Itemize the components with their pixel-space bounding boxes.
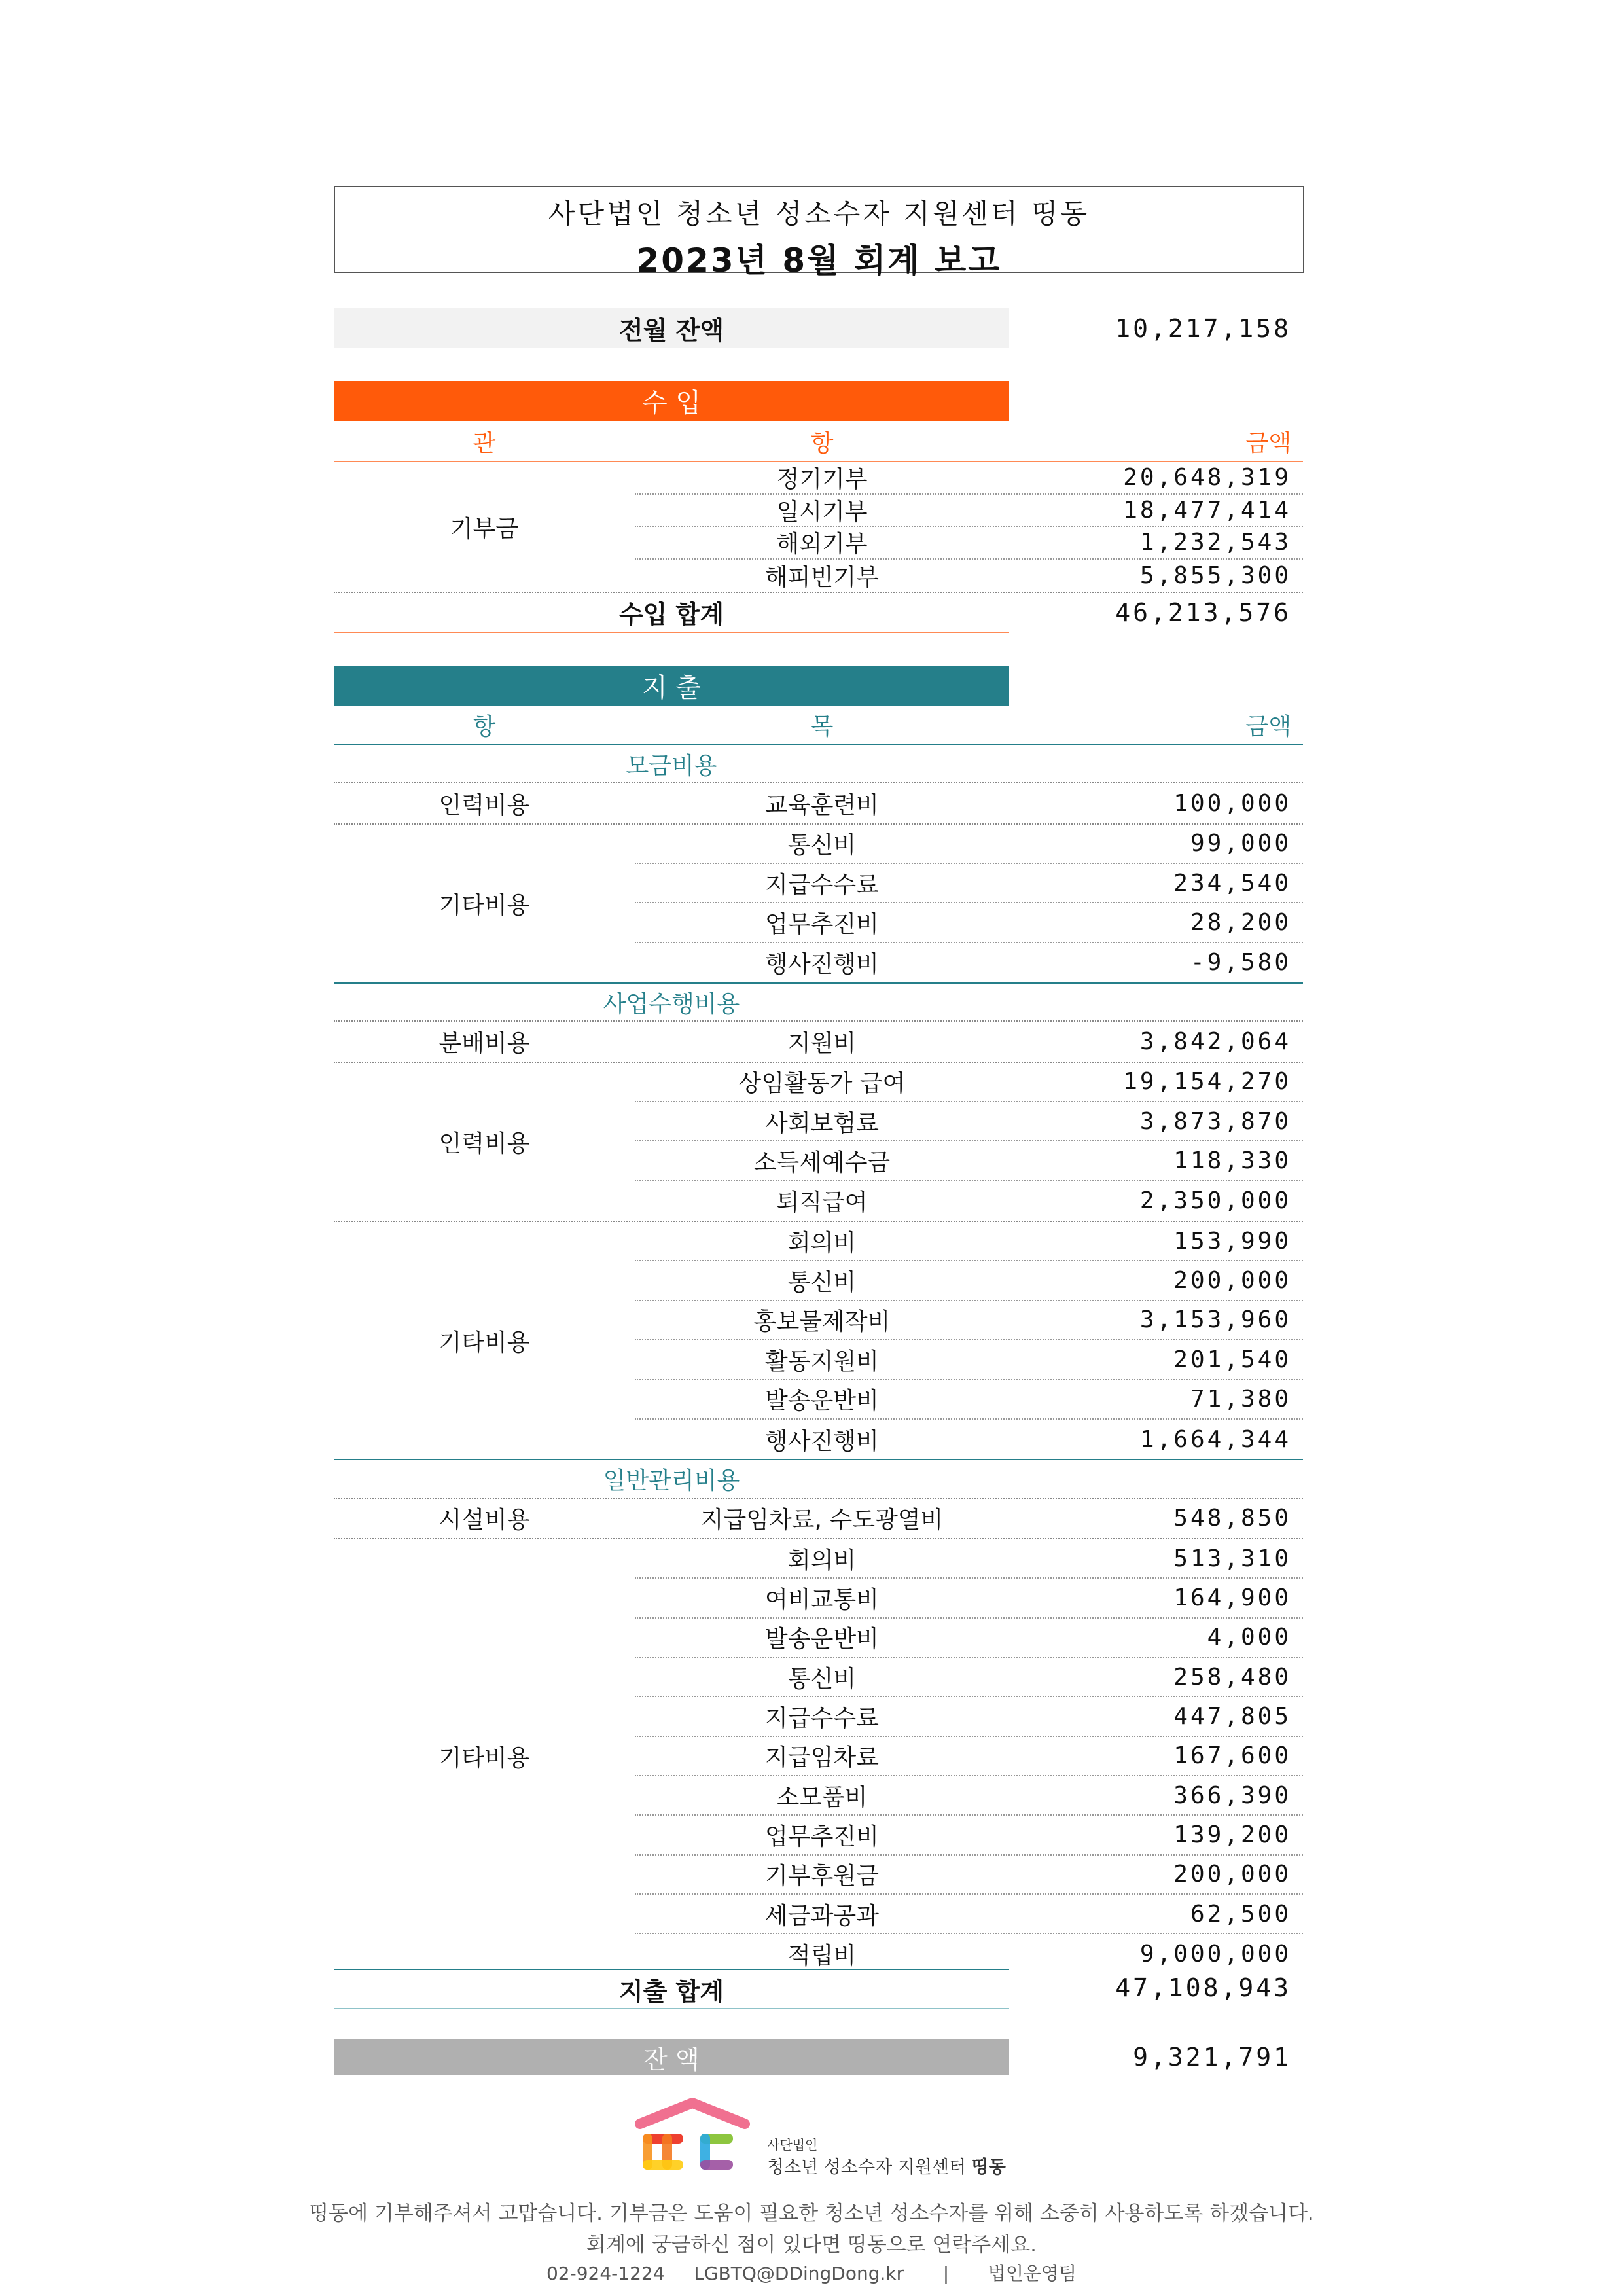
col-hang: 항: [810, 430, 834, 457]
item-amount: 118,330: [1173, 1147, 1291, 1175]
table-row: [635, 1579, 1303, 1618]
item-name: 해피빈기부: [765, 564, 879, 591]
item-name: 세금과공과: [765, 1902, 879, 1929]
team: 법인운영팀: [988, 2263, 1077, 2284]
group-name: 기타비용: [438, 1745, 530, 1772]
income-header: 수 입: [334, 381, 1009, 421]
item-name: 지급임차료, 수도광열비: [700, 1507, 944, 1534]
item-name: 퇴직급여: [776, 1189, 868, 1217]
table-row: [635, 1895, 1303, 1934]
item-name: 여비교통비: [765, 1586, 879, 1613]
item-amount: 19,154,270: [1123, 1068, 1291, 1096]
table-row: [635, 495, 1303, 528]
table-row: [635, 1340, 1303, 1380]
item-name: 사회보험료: [765, 1109, 879, 1137]
group-name: 분배비용: [438, 1030, 530, 1058]
table-row: [635, 1934, 1303, 1973]
table-row: [635, 1261, 1303, 1300]
group-items: [635, 1063, 1303, 1221]
income-total-label: 수입 합계: [334, 593, 1009, 633]
expense-column-header: [334, 706, 1303, 744]
item-amount: -9,580: [1190, 949, 1291, 977]
item-name: 통신비: [787, 832, 857, 859]
item-name: 행사진행비: [765, 1427, 879, 1455]
table-row: [635, 1776, 1303, 1816]
item-amount: 3,873,870: [1139, 1107, 1291, 1135]
col-mok: 목: [810, 713, 834, 740]
group-items: [635, 783, 1303, 823]
table-row: [635, 943, 1303, 982]
item-amount: 20,648,319: [1123, 464, 1291, 492]
item-amount: 2,350,000: [1139, 1187, 1291, 1215]
item-amount: 18,477,414: [1123, 496, 1291, 524]
item-amount: 100,000: [1173, 790, 1291, 817]
logo-name: [767, 2153, 1006, 2178]
item-name: 활동지원비: [765, 1348, 879, 1375]
group-name: 기부금: [450, 515, 519, 543]
item-amount: 513,310: [1173, 1545, 1291, 1572]
table-row: [635, 864, 1303, 903]
item-name: 회의비: [787, 1229, 857, 1257]
item-amount: 447,805: [1173, 1702, 1291, 1730]
prev-balance-amount: 10,217,158: [1115, 314, 1291, 343]
house-logo-icon: [635, 2098, 753, 2176]
org-name: 사단법인 청소년 성소수자 지원센터 띵동: [548, 198, 1090, 230]
item-name: 일시기부: [776, 498, 868, 526]
group-items: [635, 1539, 1303, 1974]
item-name: 업무추진비: [765, 1823, 879, 1850]
table-group: [334, 1222, 1303, 1459]
item-amount: 3,153,960: [1139, 1306, 1291, 1334]
col-gwan: 관: [473, 430, 496, 457]
ddingdong-logo: [635, 2098, 1006, 2183]
table-row: [635, 1181, 1303, 1221]
footer-thanks: 띵동에 기부해주셔서 고맙습니다. 기부금은 도움이 필요한 청소년 성소수자를 위해 소중히 사용하도록 하겠습니다.: [309, 2202, 1314, 2225]
table-group: [334, 1499, 1303, 1539]
expense-header: 지 출: [334, 666, 1009, 706]
table-row: [635, 783, 1303, 823]
phone: 02-924-1224: [546, 2263, 665, 2284]
table-row: [635, 1022, 1303, 1061]
table-row: [635, 1063, 1303, 1102]
table-row: [635, 1420, 1303, 1459]
table-row: [635, 560, 1303, 592]
group-items: [635, 1022, 1303, 1061]
item-amount: 234,540: [1173, 869, 1291, 897]
section-name: 사업수행비용: [603, 990, 740, 1018]
table-group: [334, 1022, 1303, 1062]
item-amount: 164,900: [1173, 1584, 1291, 1611]
item-name: 발송운반비: [765, 1388, 879, 1415]
item-amount: 153,990: [1173, 1227, 1291, 1255]
footer-contact-note: 회계에 궁금하신 점이 있다면 띵동으로 연락주세요.: [586, 2233, 1037, 2257]
group-items: [635, 1222, 1303, 1459]
logo-name-bold: 띵동: [971, 2157, 1006, 2178]
table-group: [334, 783, 1303, 824]
table-row: [635, 1222, 1303, 1261]
group-name: 인력비용: [438, 1130, 530, 1157]
item-amount: 366,390: [1173, 1782, 1291, 1809]
report-title-box: [334, 186, 1304, 279]
table-row: [635, 1658, 1303, 1697]
item-amount: 5,855,300: [1139, 562, 1291, 589]
footer-contact: [0, 2259, 1623, 2286]
item-amount: 139,200: [1173, 1821, 1291, 1848]
item-amount: 4,000: [1207, 1624, 1291, 1651]
table-row: [635, 903, 1303, 942]
logo-name-text: 청소년 성소수자 지원센터: [767, 2157, 967, 2178]
item-name: 정기기부: [776, 466, 868, 493]
group-name: 인력비용: [438, 792, 530, 819]
income-total-amount: 46,213,576: [1115, 598, 1291, 627]
income-column-header: [334, 422, 1303, 462]
group-items: [635, 462, 1303, 592]
item-name: 지급수수료: [765, 1704, 879, 1732]
item-name: 소모품비: [776, 1784, 868, 1811]
group-name: 기타비용: [438, 1329, 530, 1356]
item-amount: 200,000: [1173, 1861, 1291, 1888]
item-name: 업무추진비: [765, 911, 879, 939]
table-row: [635, 1499, 1303, 1538]
item-name: 지급임차료: [765, 1744, 879, 1772]
report-title: 2023년 8월 회계 보고: [636, 242, 1002, 279]
section-row: [334, 1459, 1303, 1498]
item-amount: 62,500: [1190, 1900, 1291, 1928]
item-name: 해외기부: [776, 531, 868, 558]
table-row: [635, 825, 1303, 864]
item-amount: 1,664,344: [1139, 1426, 1291, 1453]
item-name: 상임활동가 급여: [738, 1070, 906, 1098]
table-row: [635, 1539, 1303, 1579]
item-name: 적립비: [787, 1942, 857, 1969]
table-row: [635, 462, 1303, 495]
table-row: [635, 1697, 1303, 1736]
item-name: 행사진행비: [765, 951, 879, 978]
item-amount: 258,480: [1173, 1663, 1291, 1691]
table-row: [635, 1856, 1303, 1895]
table-row: [635, 1816, 1303, 1855]
table-row: [635, 1380, 1303, 1420]
expense-total-amount: 47,108,943: [1115, 1973, 1291, 2002]
col-amount: 금액: [1245, 430, 1291, 457]
section-row: [334, 982, 1303, 1022]
item-name: 홍보물제작비: [753, 1308, 891, 1336]
col-hang: 항: [473, 713, 496, 740]
item-name: 지원비: [787, 1030, 857, 1058]
income-table: [334, 462, 1303, 593]
table-row: [635, 1102, 1303, 1141]
item-amount: 200,000: [1173, 1267, 1291, 1295]
item-amount: 167,600: [1173, 1742, 1291, 1770]
section-name: 모금비용: [626, 752, 717, 780]
balance-label: 잔 액: [334, 2039, 1009, 2075]
logo-small-text: 사단법인: [767, 2137, 818, 2153]
item-amount: 9,000,000: [1139, 1940, 1291, 1967]
table-row: [635, 1737, 1303, 1776]
item-amount: 3,842,064: [1139, 1028, 1291, 1056]
expense-total-label: 지출 합계: [334, 1969, 1009, 2009]
item-amount: 71,380: [1190, 1386, 1291, 1413]
group-items: [635, 1499, 1303, 1538]
table-group: [334, 1539, 1303, 1974]
section-name: 일반관리비용: [603, 1467, 740, 1494]
item-amount: 28,200: [1190, 909, 1291, 937]
col-amount: 금액: [1245, 713, 1291, 740]
item-name: 통신비: [787, 1665, 857, 1693]
item-name: 지급수수료: [765, 871, 879, 899]
expense-table: [334, 744, 1303, 1974]
item-amount: 1,232,543: [1139, 529, 1291, 556]
item-name: 기부후원금: [765, 1863, 879, 1890]
group-name: 기타비용: [438, 891, 530, 919]
table-row: [635, 1141, 1303, 1181]
table-group: [334, 825, 1303, 982]
item-amount: 99,000: [1190, 830, 1291, 857]
item-amount: 201,540: [1173, 1346, 1291, 1373]
item-name: 회의비: [787, 1547, 857, 1574]
group-items: [635, 825, 1303, 982]
item-name: 통신비: [787, 1269, 857, 1297]
section-row: [334, 744, 1303, 783]
table-row: [635, 527, 1303, 560]
table-row: [635, 1301, 1303, 1340]
table-group: [334, 1063, 1303, 1222]
item-name: 발송운반비: [765, 1626, 879, 1653]
item-name: 소득세예수금: [753, 1149, 891, 1177]
separator: |: [942, 2263, 950, 2284]
item-amount: 548,850: [1173, 1505, 1291, 1532]
balance-amount: 9,321,791: [1133, 2043, 1291, 2072]
prev-balance-label: 전월 잔액: [334, 308, 1009, 348]
table-row: [635, 1619, 1303, 1658]
table-group: [334, 462, 1303, 593]
group-name: 시설비용: [438, 1507, 530, 1534]
email-link[interactable]: LGBTQ@DDingDong.kr: [694, 2263, 904, 2284]
item-name: 교육훈련비: [765, 792, 879, 819]
